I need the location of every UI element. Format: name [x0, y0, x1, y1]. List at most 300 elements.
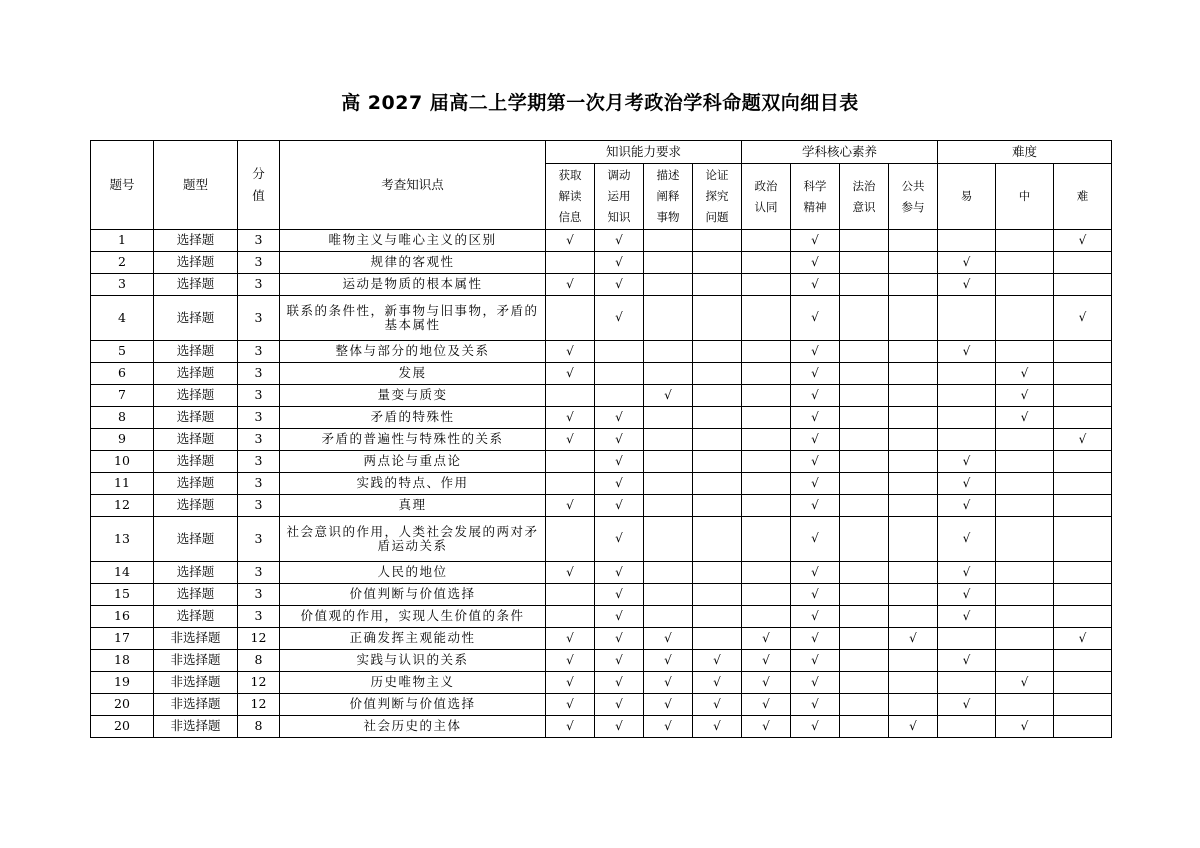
empty-cell	[996, 252, 1054, 274]
cell-knowledge-point: 联系的条件性，新事物与旧事物，矛盾的基本属性	[280, 296, 546, 341]
empty-cell	[1054, 672, 1112, 694]
empty-cell	[693, 252, 742, 274]
check-mark: √	[791, 584, 840, 606]
table-row	[91, 274, 1112, 296]
empty-cell	[644, 473, 693, 495]
table-row	[91, 562, 1112, 584]
check-mark: √	[742, 694, 791, 716]
cell-score: 3	[238, 363, 280, 385]
check-mark: √	[546, 562, 595, 584]
empty-cell	[546, 606, 595, 628]
empty-cell	[546, 584, 595, 606]
empty-cell	[742, 473, 791, 495]
empty-cell	[889, 296, 938, 341]
check-mark: √	[595, 606, 644, 628]
cell-score: 3	[238, 495, 280, 517]
cell-score: 3	[238, 230, 280, 252]
check-mark: √	[1054, 429, 1112, 451]
check-mark: √	[938, 694, 996, 716]
empty-cell	[1054, 363, 1112, 385]
empty-cell	[938, 385, 996, 407]
empty-cell	[1054, 495, 1112, 517]
check-mark: √	[693, 694, 742, 716]
check-mark: √	[595, 562, 644, 584]
empty-cell	[644, 429, 693, 451]
cell-score: 3	[238, 584, 280, 606]
empty-cell	[693, 495, 742, 517]
check-mark: √	[1054, 628, 1112, 650]
header-ability-1: 获取 解读 信息	[546, 164, 595, 230]
cell-score: 3	[238, 407, 280, 429]
check-mark: √	[791, 230, 840, 252]
empty-cell	[840, 517, 889, 562]
check-mark: √	[889, 628, 938, 650]
check-mark: √	[791, 407, 840, 429]
check-mark: √	[595, 429, 644, 451]
check-mark: √	[791, 341, 840, 363]
cell-score: 3	[238, 429, 280, 451]
empty-cell	[742, 517, 791, 562]
empty-cell	[644, 562, 693, 584]
cell-knowledge-point: 规律的客观性	[280, 252, 546, 274]
cell-knowledge-point: 正确发挥主观能动性	[280, 628, 546, 650]
cell-question-type: 选择题	[154, 252, 238, 274]
check-mark: √	[938, 562, 996, 584]
check-mark: √	[546, 230, 595, 252]
cell-knowledge-point: 历史唯物主义	[280, 672, 546, 694]
table-row	[91, 606, 1112, 628]
check-mark: √	[644, 716, 693, 738]
check-mark: √	[938, 606, 996, 628]
header-literacy-3: 法治 意识	[840, 164, 889, 230]
empty-cell	[889, 451, 938, 473]
empty-cell	[889, 407, 938, 429]
document-title: 高 2027 届高二上学期第一次月考政治学科命题双向细目表	[341, 92, 859, 114]
empty-cell	[996, 274, 1054, 296]
empty-cell	[889, 230, 938, 252]
empty-cell	[644, 363, 693, 385]
header-literacy-2: 科学 精神	[791, 164, 840, 230]
table-row	[91, 473, 1112, 495]
empty-cell	[889, 517, 938, 562]
check-mark: √	[938, 274, 996, 296]
table-row	[91, 296, 1112, 341]
empty-cell	[742, 274, 791, 296]
empty-cell	[1054, 584, 1112, 606]
check-mark: √	[546, 363, 595, 385]
empty-cell	[644, 517, 693, 562]
empty-cell	[1054, 650, 1112, 672]
empty-cell	[742, 429, 791, 451]
empty-cell	[840, 716, 889, 738]
empty-cell	[938, 363, 996, 385]
header-difficulty-3: 难	[1054, 164, 1112, 230]
empty-cell	[996, 473, 1054, 495]
cell-knowledge-point: 价值判断与价值选择	[280, 584, 546, 606]
empty-cell	[938, 230, 996, 252]
empty-cell	[889, 495, 938, 517]
table-row	[91, 716, 1112, 738]
check-mark: √	[595, 495, 644, 517]
cell-knowledge-point: 运动是物质的根本属性	[280, 274, 546, 296]
empty-cell	[644, 451, 693, 473]
check-mark: √	[791, 385, 840, 407]
empty-cell	[693, 385, 742, 407]
check-mark: √	[595, 473, 644, 495]
check-mark: √	[996, 407, 1054, 429]
empty-cell	[996, 230, 1054, 252]
empty-cell	[1054, 694, 1112, 716]
empty-cell	[644, 230, 693, 252]
empty-cell	[1054, 517, 1112, 562]
check-mark: √	[938, 473, 996, 495]
empty-cell	[889, 606, 938, 628]
empty-cell	[742, 606, 791, 628]
cell-question-type: 选择题	[154, 363, 238, 385]
check-mark: √	[644, 694, 693, 716]
empty-cell	[644, 274, 693, 296]
empty-cell	[996, 495, 1054, 517]
table-row	[91, 252, 1112, 274]
cell-question-type: 非选择题	[154, 628, 238, 650]
empty-cell	[693, 628, 742, 650]
check-mark: √	[742, 650, 791, 672]
header-difficulty-1: 易	[938, 164, 996, 230]
check-mark: √	[791, 252, 840, 274]
header-group-literacy: 学科核心素养	[742, 141, 938, 164]
cell-question-type: 非选择题	[154, 716, 238, 738]
empty-cell	[546, 517, 595, 562]
header-difficulty-2: 中	[996, 164, 1054, 230]
header-type: 题型	[154, 141, 238, 230]
check-mark: √	[546, 650, 595, 672]
cell-score: 3	[238, 473, 280, 495]
check-mark: √	[889, 716, 938, 738]
empty-cell	[742, 562, 791, 584]
table-row	[91, 363, 1112, 385]
check-mark: √	[546, 694, 595, 716]
check-mark: √	[791, 473, 840, 495]
cell-question-no: 19	[91, 672, 154, 694]
empty-cell	[996, 296, 1054, 341]
empty-cell	[996, 562, 1054, 584]
cell-knowledge-point: 矛盾的特殊性	[280, 407, 546, 429]
cell-knowledge-point: 矛盾的普遍性与特殊性的关系	[280, 429, 546, 451]
empty-cell	[889, 694, 938, 716]
table-row	[91, 650, 1112, 672]
cell-knowledge-point: 量变与质变	[280, 385, 546, 407]
empty-cell	[889, 274, 938, 296]
empty-cell	[996, 628, 1054, 650]
cell-knowledge-point: 社会意识的作用，人类社会发展的两对矛盾运动关系	[280, 517, 546, 562]
empty-cell	[693, 606, 742, 628]
check-mark: √	[595, 274, 644, 296]
check-mark: √	[595, 650, 644, 672]
cell-question-no: 13	[91, 517, 154, 562]
table-row	[91, 451, 1112, 473]
cell-question-no: 5	[91, 341, 154, 363]
check-mark: √	[938, 495, 996, 517]
cell-question-no: 15	[91, 584, 154, 606]
check-mark: √	[791, 517, 840, 562]
cell-score: 12	[238, 694, 280, 716]
check-mark: √	[693, 716, 742, 738]
cell-question-type: 选择题	[154, 584, 238, 606]
empty-cell	[840, 495, 889, 517]
table-row	[91, 341, 1112, 363]
empty-cell	[840, 252, 889, 274]
empty-cell	[938, 628, 996, 650]
empty-cell	[693, 429, 742, 451]
cell-question-no: 17	[91, 628, 154, 650]
check-mark: √	[546, 672, 595, 694]
cell-question-no: 1	[91, 230, 154, 252]
cell-question-no: 18	[91, 650, 154, 672]
empty-cell	[546, 252, 595, 274]
cell-score: 8	[238, 716, 280, 738]
cell-score: 12	[238, 628, 280, 650]
check-mark: √	[938, 341, 996, 363]
check-mark: √	[791, 274, 840, 296]
header-literacy-1: 政治 认同	[742, 164, 791, 230]
empty-cell	[996, 451, 1054, 473]
empty-cell	[889, 672, 938, 694]
header-no: 题号	[91, 141, 154, 230]
empty-cell	[938, 672, 996, 694]
empty-cell	[840, 429, 889, 451]
check-mark: √	[1054, 296, 1112, 341]
cell-question-no: 10	[91, 451, 154, 473]
check-mark: √	[791, 628, 840, 650]
check-mark: √	[791, 495, 840, 517]
cell-question-type: 非选择题	[154, 694, 238, 716]
cell-question-type: 选择题	[154, 407, 238, 429]
empty-cell	[742, 296, 791, 341]
check-mark: √	[595, 296, 644, 341]
empty-cell	[889, 584, 938, 606]
empty-cell	[996, 694, 1054, 716]
empty-cell	[742, 363, 791, 385]
empty-cell	[742, 252, 791, 274]
check-mark: √	[791, 650, 840, 672]
empty-cell	[840, 672, 889, 694]
empty-cell	[889, 650, 938, 672]
cell-knowledge-point: 人民的地位	[280, 562, 546, 584]
empty-cell	[693, 230, 742, 252]
empty-cell	[1054, 562, 1112, 584]
check-mark: √	[791, 451, 840, 473]
empty-cell	[693, 274, 742, 296]
cell-score: 3	[238, 341, 280, 363]
empty-cell	[889, 385, 938, 407]
empty-cell	[889, 363, 938, 385]
empty-cell	[840, 562, 889, 584]
empty-cell	[1054, 451, 1112, 473]
header-literacy-4: 公共 参与	[889, 164, 938, 230]
table-row	[91, 429, 1112, 451]
empty-cell	[840, 274, 889, 296]
cell-question-type: 非选择题	[154, 650, 238, 672]
empty-cell	[840, 628, 889, 650]
cell-score: 3	[238, 252, 280, 274]
empty-cell	[644, 606, 693, 628]
check-mark: √	[996, 716, 1054, 738]
empty-cell	[742, 584, 791, 606]
cell-question-type: 选择题	[154, 274, 238, 296]
empty-cell	[1054, 385, 1112, 407]
check-mark: √	[791, 562, 840, 584]
check-mark: √	[791, 363, 840, 385]
check-mark: √	[546, 716, 595, 738]
empty-cell	[693, 517, 742, 562]
empty-cell	[693, 363, 742, 385]
cell-question-type: 选择题	[154, 385, 238, 407]
header-ability-3: 描述 阐释 事物	[644, 164, 693, 230]
cell-question-no: 2	[91, 252, 154, 274]
check-mark: √	[996, 363, 1054, 385]
check-mark: √	[644, 385, 693, 407]
table-row	[91, 628, 1112, 650]
check-mark: √	[644, 628, 693, 650]
check-mark: √	[693, 672, 742, 694]
table-row	[91, 495, 1112, 517]
check-mark: √	[546, 429, 595, 451]
empty-cell	[644, 495, 693, 517]
cell-score: 3	[238, 296, 280, 341]
cell-question-type: 选择题	[154, 429, 238, 451]
cell-question-type: 非选择题	[154, 672, 238, 694]
cell-knowledge-point: 价值判断与价值选择	[280, 694, 546, 716]
cell-question-type: 选择题	[154, 606, 238, 628]
cell-score: 3	[238, 451, 280, 473]
cell-question-type: 选择题	[154, 451, 238, 473]
cell-question-no: 9	[91, 429, 154, 451]
check-mark: √	[595, 517, 644, 562]
cell-score: 8	[238, 650, 280, 672]
table-row	[91, 230, 1112, 252]
cell-knowledge-point: 社会历史的主体	[280, 716, 546, 738]
header-knowledge: 考查知识点	[280, 141, 546, 230]
check-mark: √	[595, 230, 644, 252]
cell-question-no: 16	[91, 606, 154, 628]
empty-cell	[1054, 341, 1112, 363]
cell-question-no: 4	[91, 296, 154, 341]
empty-cell	[546, 296, 595, 341]
empty-cell	[889, 562, 938, 584]
empty-cell	[840, 407, 889, 429]
cell-knowledge-point: 唯物主义与唯心主义的区别	[280, 230, 546, 252]
table-row	[91, 385, 1112, 407]
cell-question-type: 选择题	[154, 562, 238, 584]
empty-cell	[938, 296, 996, 341]
header-score-text: 分 值	[252, 166, 265, 203]
empty-cell	[840, 230, 889, 252]
empty-cell	[840, 341, 889, 363]
empty-cell	[742, 385, 791, 407]
spec-table	[90, 140, 1112, 738]
check-mark: √	[791, 694, 840, 716]
empty-cell	[938, 716, 996, 738]
check-mark: √	[595, 716, 644, 738]
check-mark: √	[595, 694, 644, 716]
cell-score: 12	[238, 672, 280, 694]
empty-cell	[742, 451, 791, 473]
check-mark: √	[644, 650, 693, 672]
cell-score: 3	[238, 606, 280, 628]
check-mark: √	[938, 517, 996, 562]
cell-question-no: 3	[91, 274, 154, 296]
empty-cell	[840, 606, 889, 628]
empty-cell	[693, 562, 742, 584]
check-mark: √	[742, 716, 791, 738]
empty-cell	[595, 385, 644, 407]
empty-cell	[693, 407, 742, 429]
empty-cell	[546, 473, 595, 495]
check-mark: √	[595, 252, 644, 274]
empty-cell	[742, 407, 791, 429]
empty-cell	[889, 252, 938, 274]
cell-question-no: 8	[91, 407, 154, 429]
empty-cell	[1054, 473, 1112, 495]
cell-score: 3	[238, 562, 280, 584]
empty-cell	[840, 650, 889, 672]
empty-cell	[644, 252, 693, 274]
header-score	[238, 141, 280, 230]
cell-score: 3	[238, 517, 280, 562]
cell-question-no: 14	[91, 562, 154, 584]
check-mark: √	[938, 252, 996, 274]
check-mark: √	[791, 296, 840, 341]
check-mark: √	[791, 716, 840, 738]
empty-cell	[840, 363, 889, 385]
empty-cell	[693, 296, 742, 341]
table-row	[91, 584, 1112, 606]
cell-question-no: 12	[91, 495, 154, 517]
cell-knowledge-point: 实践的特点、作用	[280, 473, 546, 495]
check-mark: √	[595, 672, 644, 694]
cell-question-type: 选择题	[154, 341, 238, 363]
empty-cell	[644, 407, 693, 429]
check-mark: √	[644, 672, 693, 694]
empty-cell	[644, 296, 693, 341]
cell-question-type: 选择题	[154, 230, 238, 252]
check-mark: √	[693, 650, 742, 672]
cell-question-type: 选择题	[154, 473, 238, 495]
empty-cell	[595, 341, 644, 363]
empty-cell	[889, 473, 938, 495]
empty-cell	[742, 495, 791, 517]
check-mark: √	[742, 672, 791, 694]
check-mark: √	[742, 628, 791, 650]
empty-cell	[840, 473, 889, 495]
check-mark: √	[996, 385, 1054, 407]
empty-cell	[889, 429, 938, 451]
empty-cell	[742, 230, 791, 252]
cell-question-no: 20	[91, 716, 154, 738]
table-row	[91, 672, 1112, 694]
empty-cell	[644, 584, 693, 606]
empty-cell	[938, 407, 996, 429]
table-row	[91, 694, 1112, 716]
check-mark: √	[791, 606, 840, 628]
empty-cell	[996, 606, 1054, 628]
empty-cell	[938, 429, 996, 451]
empty-cell	[840, 385, 889, 407]
check-mark: √	[546, 341, 595, 363]
empty-cell	[546, 451, 595, 473]
check-mark: √	[546, 628, 595, 650]
cell-question-no: 6	[91, 363, 154, 385]
